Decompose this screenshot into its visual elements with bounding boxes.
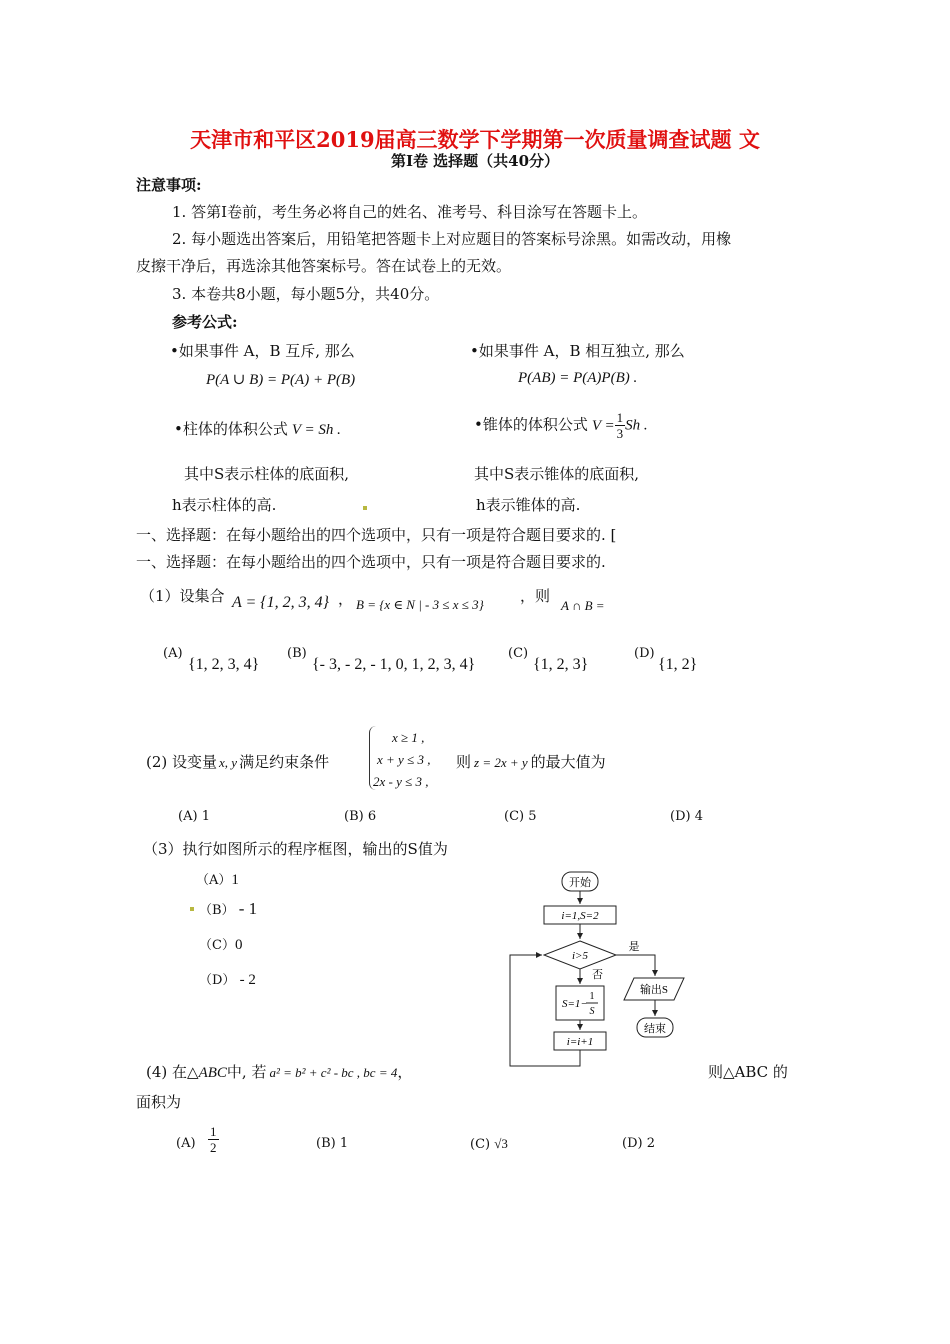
option-value: 6 bbox=[367, 809, 377, 824]
q1-then: ，则 bbox=[520, 587, 551, 605]
option-label: (A) bbox=[178, 809, 198, 824]
formula-4-note-1: 其中S表示锥体的底面积, bbox=[474, 465, 640, 483]
q1-option-a-value: {1, 2, 3, 4} bbox=[188, 656, 260, 673]
option-label: （B） bbox=[199, 903, 235, 918]
q3-option-d bbox=[199, 969, 256, 989]
condition-label: i>5 bbox=[572, 950, 588, 962]
q1-option-c-label: (C) bbox=[508, 646, 529, 661]
formula-1: P(A ∪ B) = P(A) + P(B) bbox=[206, 372, 356, 388]
option-value: 2 bbox=[646, 1136, 655, 1151]
q1-set-a: A = {1, 2, 3, 4} bbox=[232, 594, 330, 611]
option-label: (C) bbox=[470, 1137, 491, 1152]
formula-4-note-2: h表示锥体的高. bbox=[476, 496, 581, 514]
option-value: 1 bbox=[339, 1136, 349, 1151]
option-label: (B) bbox=[344, 809, 364, 824]
q4-stem-line-2: 面积为 bbox=[136, 1093, 182, 1111]
formula-2-text bbox=[470, 340, 685, 361]
q2-stem-mid: 满足约束条件 bbox=[239, 753, 330, 771]
q3-option-b bbox=[199, 899, 257, 919]
section-heading-2: 一、选择题：在每小题给出的四个选项中，只有一项是符合题目要求的. bbox=[136, 553, 606, 571]
assign-denominator: S bbox=[589, 1006, 595, 1017]
formula-4 bbox=[474, 410, 648, 441]
assign-numerator: 1 bbox=[589, 991, 595, 1002]
q2-then: 则 bbox=[456, 753, 472, 771]
fraction-numerator: 1 bbox=[616, 410, 624, 425]
notice-item-2-line-1: 2. 每小题选出答案后，用铅笔把答题卡上对应题目的答案标号涂黑。如需改动，用橡 bbox=[172, 230, 732, 248]
end-label: 结束 bbox=[644, 1023, 666, 1035]
stray-mark bbox=[190, 907, 194, 911]
q2-constraint-3: 2x - y ≤ 3 , bbox=[373, 774, 429, 789]
q1-expression: A ∩ B = bbox=[561, 598, 605, 613]
fraction-numerator: 1 bbox=[210, 1124, 217, 1139]
formula-2-desc: 如果事件 A，B 相互独立, 那么 bbox=[478, 342, 685, 360]
bullet-icon: • bbox=[174, 420, 183, 438]
q4-equation: a² = b² + c² - bc , bc = 4 bbox=[269, 1065, 398, 1080]
q1-option-a-label: (A) bbox=[163, 646, 183, 661]
formula-2: P(AB) = P(A)P(B) . bbox=[518, 370, 638, 386]
q4-stem-pre: (4) 在△ bbox=[146, 1063, 199, 1081]
notice-heading: 注意事项: bbox=[136, 176, 202, 194]
q1-option-b-label: (B) bbox=[287, 646, 307, 661]
option-value: 5 bbox=[528, 809, 537, 824]
bullet-icon: • bbox=[170, 342, 179, 360]
q3-option-a bbox=[196, 869, 239, 889]
option-label: (D) bbox=[622, 1136, 643, 1151]
q1-set-b: B = {x ∈ N | - 3 ≤ x ≤ 3} bbox=[356, 597, 484, 612]
stray-mark bbox=[363, 506, 367, 510]
start-label: 开始 bbox=[569, 877, 591, 889]
q2-stem-post bbox=[456, 751, 606, 772]
option-value: 1 bbox=[201, 809, 210, 824]
option-label: （A） bbox=[196, 873, 232, 888]
q4-comma: ， bbox=[397, 1063, 413, 1081]
q1-option-d-value: {1, 2} bbox=[658, 656, 698, 673]
q1-option-b-value: {- 3, - 2, - 1, 0, 1, 2, 3, 4} bbox=[312, 656, 476, 673]
formula-4-desc: 锥体的体积公式 bbox=[482, 415, 588, 434]
q2-stem bbox=[146, 751, 329, 772]
document-title: 天津市和平区2019届高三数学下学期第一次质量调查试题 文 bbox=[190, 127, 760, 152]
program-flowchart bbox=[500, 862, 700, 1072]
option-label: (B) bbox=[316, 1136, 336, 1151]
q4-stem bbox=[146, 1061, 412, 1082]
formula-4-expr-pre: V = bbox=[591, 417, 615, 434]
notice-item-2-line-2: 皮擦干净后，再选涂其他答案标号。答在试卷上的无效。 bbox=[136, 257, 512, 275]
formulas-heading: 参考公式: bbox=[172, 313, 238, 331]
formula-1-text bbox=[170, 340, 355, 361]
fraction-denominator: 3 bbox=[616, 426, 624, 441]
q4-option-b bbox=[316, 1136, 348, 1151]
option-label: (C) bbox=[504, 809, 525, 824]
q2-vars: x, y bbox=[219, 755, 238, 770]
q4-option-a-value bbox=[208, 1124, 219, 1155]
q2-option-a bbox=[178, 809, 210, 824]
section-heading-1: 一、选择题：在每小题给出的四个选项中，只有一项是符合题目要求的. [ bbox=[136, 526, 617, 544]
formula-3-desc: 柱体的体积公式 bbox=[182, 420, 288, 438]
q4-option-d bbox=[622, 1136, 655, 1151]
section-subtitle: 第Ⅰ卷 选择题（共40分） bbox=[390, 152, 560, 170]
q4-stem-mid: 中, 若 bbox=[226, 1063, 267, 1081]
q2-stem-pre: (2) 设变量 bbox=[146, 753, 218, 771]
q4-option-c bbox=[470, 1136, 508, 1152]
option-value: - 2 bbox=[239, 972, 256, 988]
option-value: 0 bbox=[234, 937, 243, 953]
q3-option-c bbox=[199, 934, 242, 954]
option-label: (D) bbox=[670, 809, 691, 824]
option-value: √3 bbox=[494, 1136, 508, 1151]
fraction-denominator: 2 bbox=[210, 1140, 217, 1155]
q4-stem-right: 则△ABC 的 bbox=[708, 1063, 788, 1081]
notice-item-1: 1. 答第Ⅰ卷前，考生务必将自己的姓名、准考号、科目涂写在答题卡上。 bbox=[172, 203, 648, 221]
q2-option-b bbox=[344, 809, 376, 824]
output-label: 输出S bbox=[639, 984, 669, 996]
q2-constraint-2: x + y ≤ 3 , bbox=[377, 752, 431, 767]
q2-option-c bbox=[504, 809, 537, 824]
q1-option-c-value: {1, 2, 3} bbox=[533, 656, 589, 673]
formula-3-note-1: 其中S表示柱体的底面积, bbox=[184, 465, 350, 483]
increment-label: i=i+1 bbox=[566, 1036, 594, 1048]
yes-label: 是 bbox=[628, 941, 640, 953]
q3-stem: （3）执行如图所示的程序框图，输出的S值为 bbox=[143, 840, 448, 858]
formula-4-fraction bbox=[615, 410, 626, 441]
no-label: 否 bbox=[592, 969, 603, 981]
option-value: 4 bbox=[694, 809, 703, 824]
q4-triangle: ABC bbox=[198, 1065, 227, 1081]
bullet-icon: • bbox=[470, 342, 479, 360]
q2-constraint-1: x ≥ 1 , bbox=[392, 730, 425, 745]
assign-label: S=1− bbox=[562, 998, 588, 1010]
half-fraction bbox=[208, 1124, 219, 1155]
q1-option-d-label: (D) bbox=[634, 646, 655, 661]
q2-question: 的最大值为 bbox=[530, 753, 606, 771]
option-label: （D） bbox=[199, 973, 236, 988]
formula-3-note-2: h表示柱体的高. bbox=[172, 496, 277, 514]
option-value: 1 bbox=[231, 872, 239, 888]
q2-objective: z = 2x + y bbox=[474, 755, 528, 770]
formula-4-expr-post: Sh . bbox=[625, 417, 648, 434]
option-label: （C） bbox=[199, 938, 235, 953]
bullet-icon: • bbox=[474, 415, 483, 434]
formula-3 bbox=[174, 418, 341, 439]
q1-stem: （1）设集合 bbox=[140, 587, 225, 605]
formula-1-desc: 如果事件 A，B 互斥, 那么 bbox=[178, 342, 355, 360]
init-label: i=1,S=2 bbox=[561, 910, 599, 922]
formula-3-expr: V = Sh . bbox=[291, 422, 341, 438]
q1-comma: ， bbox=[338, 590, 354, 608]
option-value: - 1 bbox=[238, 899, 258, 918]
q4-option-a-label: (A) bbox=[176, 1136, 196, 1151]
q2-option-d bbox=[670, 809, 703, 824]
notice-item-3: 3. 本卷共8小题，每小题5分，共40分。 bbox=[172, 285, 440, 303]
